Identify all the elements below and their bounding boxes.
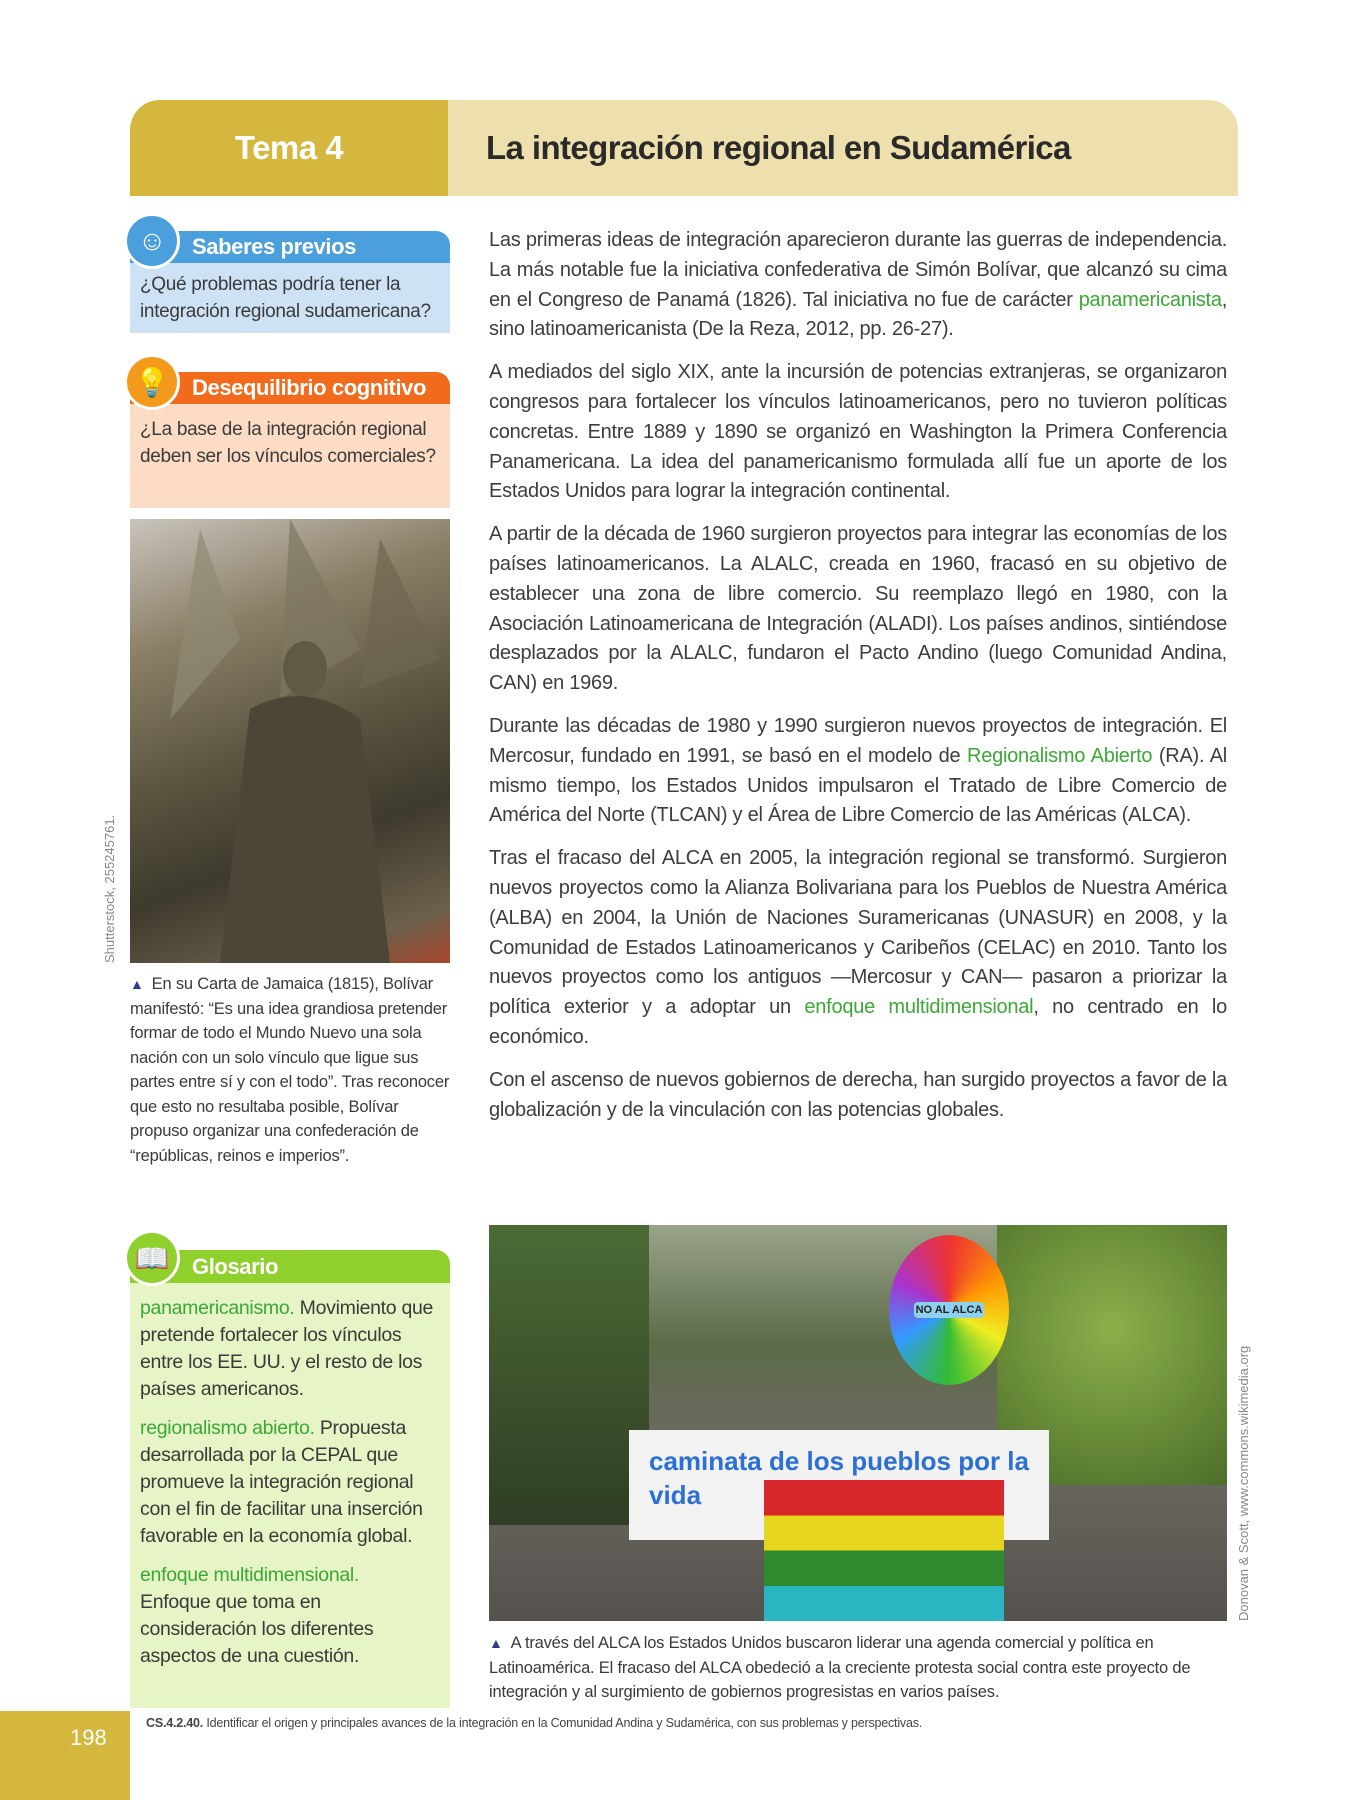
page-title: La integración regional en Sudamérica [448,100,1238,196]
paragraph: Tras el fracaso del ALCA en 2005, la integración regional se transformó. Surgieron nuevos proyectos como la Alianza Bolivariana para los Pueblos de Nuestra América (ALBA) en 2004, la Unión de Naciones Suramericanas (UNASUR) en 2008, y la Comunidad de Estados Latinoamericanos y Caribeños (CELAC) en 2010. Tanto los nuevos proyectos como los antiguos —Mercosur y CAN— pasaron a priorizar la política exterior y a adoptar un enfoque multidimensional, no centrado en lo económico. [489,847,1227,1048]
sign-text: NO AL ALCA [915,1304,983,1316]
statue-caption: ▲ En su Carta de Jamaica (1815), Bolívar manifestó: “Es una idea grandiosa pretender formar de todo el Mundo Nuevo una sola nación con un solo vínculo que ligue sus partes entre sí y con el todo”. Tras reconocer que esto no resultaba posible, Bolívar propuso organizar una confederación de “repúblicas, reinos e imperios”. [130,975,450,1165]
triangle-icon: ▲ [130,976,144,992]
desequilibrio-question: ¿La base de la integración regional deben ser los vínculos comerciales? [130,404,450,508]
curriculum-objective: CS.4.2.40. Identificar el origen y principales avances de la integración en la Comunidad Andina y Sudamérica, con sus problemas y perspectivas. [146,1716,923,1730]
term-link: panamericanista [1078,288,1222,311]
term-link: Regionalismo Abierto [967,744,1153,767]
glossary-entry: enfoque multidimensional. Enfoque que toma en consideración los diferentes aspectos de una cuestión. [140,1564,374,1667]
triangle-icon: ▲ [489,1635,503,1651]
saberes-title: Saberes previos [192,234,356,259]
paragraph: A partir de la década de 1960 surgieron proyectos para integrar las economías de los países latinoamericanos. La ALALC, creada en 1960, fracasó en su objetivo de establecer una zona de libre comercio. Su reemplazo llegó en 1980, con la Asociación Latinoamericana de Integración (ALADI). Los países andinos, sintiéndose desplazados por la ALALC, fundaron el Pacto Andino (luego Comunidad Andina, CAN) en 1969. [489,523,1227,695]
glossary-entry: regionalismo abierto. Propuesta desarrollada por la CEPAL que promueve la integración regional con el fin de facilitar una inserción favorable en la economía global. [140,1417,423,1547]
paragraph: Durante las décadas de 1980 y 1990 surgieron nuevos proyectos de integración. El Mercosur, fundado en 1991, se basó en el modelo de Regionalismo Abierto (RA). Al mismo tiempo, los Estados Unidos impulsaron el Tratado de Libre Comercio de América del Norte (TLCAN) y el Área de Libre Comercio de las Américas (ALCA). [489,714,1227,827]
paragraph: Las primeras ideas de integración aparecieron durante las guerras de independencia. La más notable fue la iniciativa confederativa de Simón Bolívar, que alcanzó su cima en el Congreso de Panamá (1826). Tal iniciativa no fue de carácter panamericanista, sino latinoamericanista (De la Reza, 2012, pp. 26-27). [489,229,1227,341]
desequilibrio-title: Desequilibrio cognitivo [192,375,427,400]
saberes-question: ¿Qué problemas podría tener la integración regional sudamericana? [130,263,450,333]
statue-credit: Shutterstock, 255245761. [102,814,117,963]
paragraph: A mediados del siglo XIX, ante la incursión de potencias extranjeras, se organizaron congresos para fortalecer los vínculos latinoamericanos, pero no tuvieron políticas concretas. Entre 1889 y 1890 se organizó en Washington la Primera Conferencia Panamericana. La idea del panamericanismo formulada allí fue un aporte de los Estados Unidos para lograr la integración continental. [489,361,1227,503]
glosario-box [130,1242,450,1708]
glossary-entry: panamericanismo. Movimiento que pretende fortalecer los vínculos entre los EE. UU. y el resto de los países americanos. [140,1297,434,1400]
photo-credit: Donovan & Scott, www.commons.wikimedia.org [1236,1345,1251,1621]
wiphala-flag [764,1480,1004,1621]
main-text [489,226,1227,1138]
page-number: 198 [70,1725,107,1750]
book-icon: 📖 [124,1230,180,1286]
photo-caption: ▲ A través del ALCA los Estados Unidos buscaron liderar una agenda comercial y política en Latinoamérica. El fracaso del ALCA obedeció a la creciente protesta social contra este proyecto de integración y al surgimiento de gobiernos progresistas en varios países. [489,1634,1191,1701]
protest-march-photo [489,1225,1227,1621]
footer-strip [0,1711,130,1800]
bolivar-statue-photo [130,519,450,963]
chapter-header [130,100,1238,196]
glosario-title: Glosario [192,1253,279,1279]
paragraph: Con el ascenso de nuevos gobiernos de derecha, han surgido proyectos a favor de la globalización y de la vinculación con las potencias globales. [489,1068,1227,1121]
desequilibrio-box [130,366,450,508]
tema-label: Tema 4 [130,100,448,196]
brain-head-icon: ☺ [124,213,180,269]
protest-banner: caminata de los pueblos por la vida [629,1430,1049,1540]
lightbulb-brain-icon: 💡 [124,354,180,410]
saberes-previos-box [130,225,450,333]
term-link: enfoque multidimensional [804,996,1034,1019]
